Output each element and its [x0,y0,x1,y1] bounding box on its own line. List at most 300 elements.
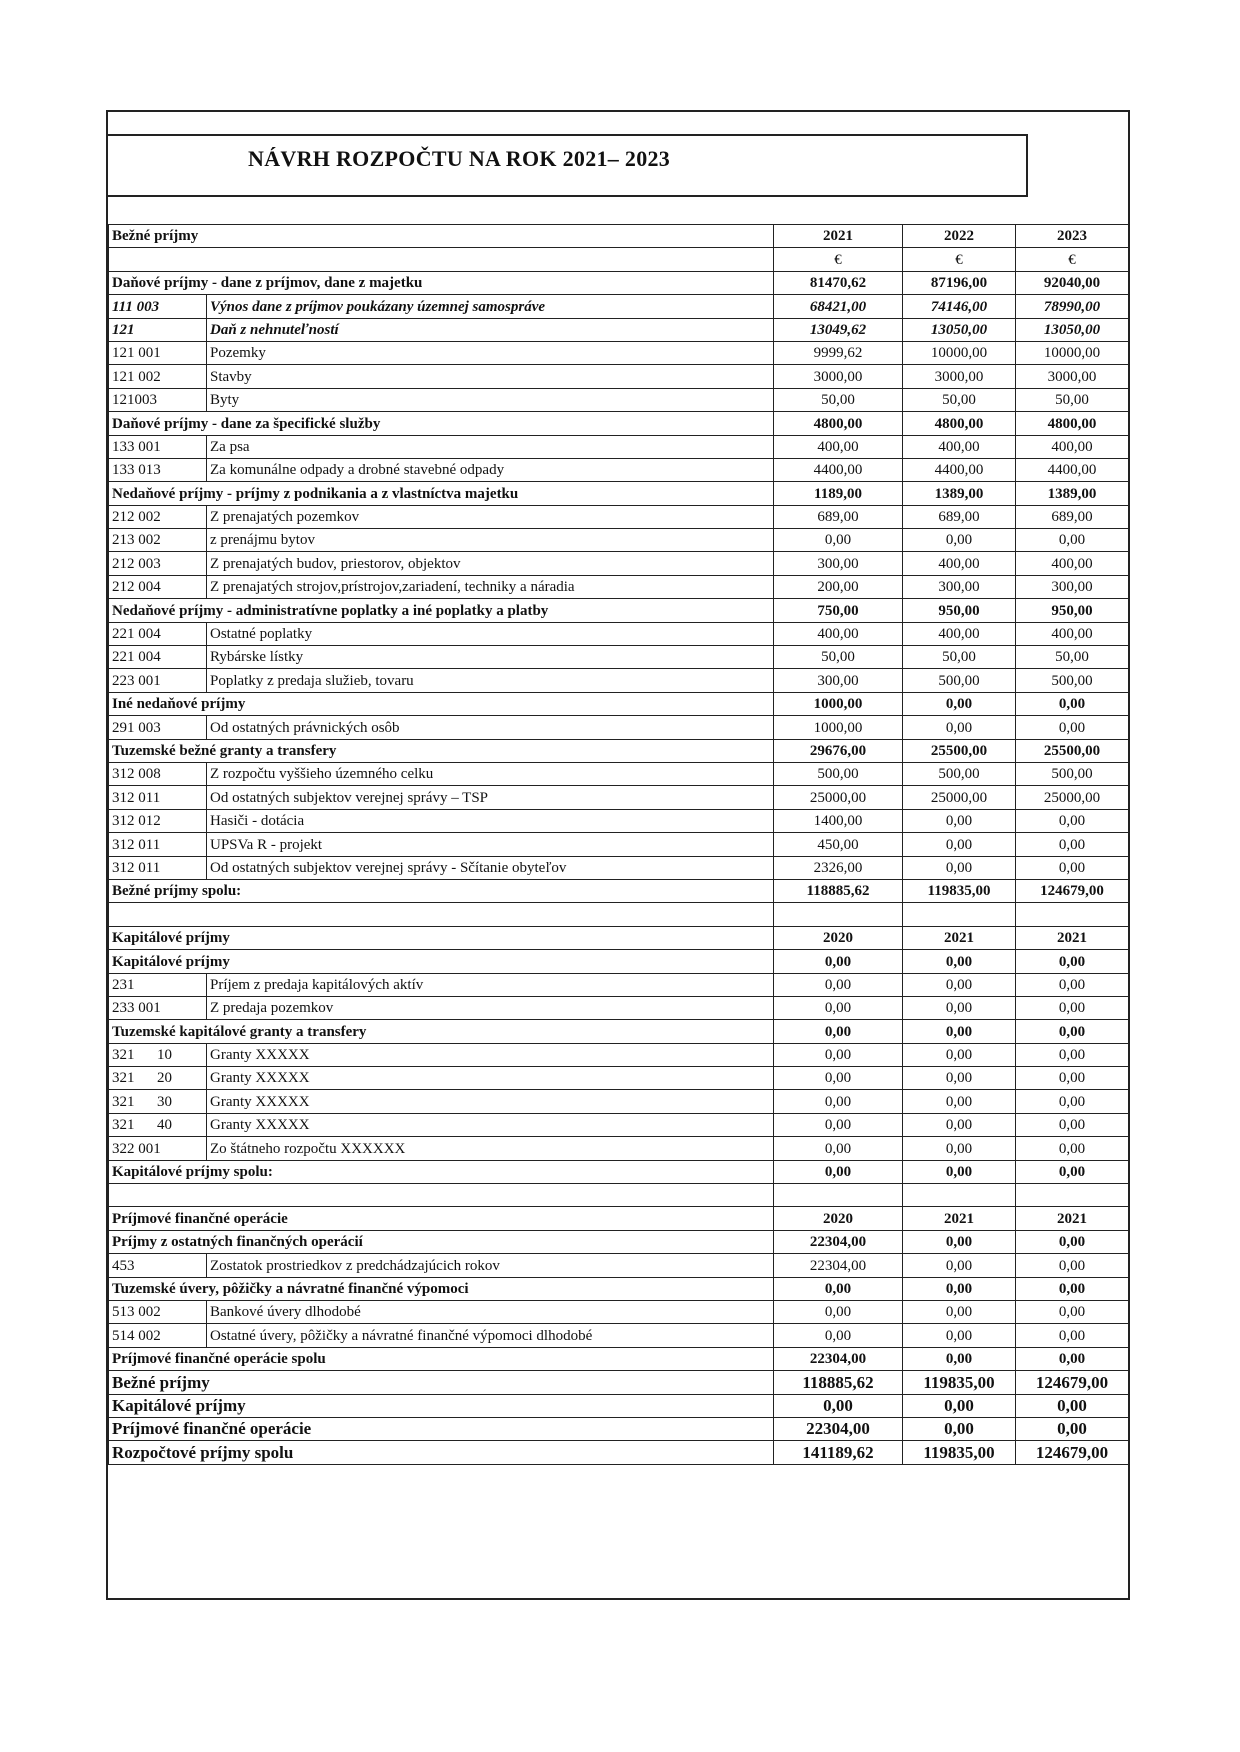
amount-cell: 0,00 [1016,1067,1129,1090]
item-code: 513 002 [109,1300,207,1323]
amount-cell: 0,00 [903,1113,1016,1136]
item-name: Pozemky [207,341,774,364]
amount-cell: 0,00 [903,692,1016,715]
amount-cell: 0,00 [903,1090,1016,1113]
kapitalove-row [109,1020,1129,1043]
amount-cell: 400,00 [903,435,1016,458]
amount-cell: 119835,00 [903,1371,1016,1394]
item-name: z prenájmu bytov [207,529,774,552]
amount-cell: 0,00 [1016,529,1129,552]
amount-cell: 500,00 [1016,669,1129,692]
bezne-header-row [109,225,1129,248]
amount-cell: 81470,62 [774,271,903,294]
amount-cell: 3000,00 [1016,365,1129,388]
amount-cell: 0,00 [1016,1324,1129,1347]
amount-cell: 500,00 [903,669,1016,692]
amount-cell: 0,00 [903,1277,1016,1300]
amount-cell: 0,00 [903,973,1016,996]
item-name: Od ostatných právnických osôb [207,716,774,739]
amount-cell: 50,00 [903,388,1016,411]
item-name: Granty XXXXX [207,1090,774,1113]
amount-cell: 74146,00 [903,295,1016,318]
amount-cell: 22304,00 [774,1347,903,1370]
kapitalove-row [109,973,1129,996]
item-name: Výnos dane z príjmov poukázany územnej samospráve [207,295,774,318]
item-code: 312 008 [109,762,207,785]
amount-cell: 0,00 [903,1347,1016,1370]
amount-cell: 0,00 [774,1137,903,1160]
amount-cell: 0,00 [1016,1230,1129,1253]
group-name: Daňové príjmy - dane z príjmov, dane z majetku [109,271,774,294]
kapitalove-row [109,1113,1129,1136]
amount-cell: 0,00 [774,1324,903,1347]
amount-cell: 400,00 [1016,622,1129,645]
budget-sheet [106,110,1130,1600]
amount-cell: 4400,00 [903,458,1016,481]
amount-cell: 1189,00 [774,482,903,505]
amount-cell: 50,00 [774,388,903,411]
amount-cell: 0,00 [1016,1277,1129,1300]
amount-cell: 950,00 [1016,599,1129,622]
kapitalove-header-row [109,926,1129,949]
item-name: Za komunálne odpady a drobné stavebné odpady [207,458,774,481]
group-name: Bežné príjmy [109,1371,774,1394]
amount-cell: 0,00 [903,856,1016,879]
amount-cell: 87196,00 [903,271,1016,294]
amount-cell: 13050,00 [1016,318,1129,341]
bezne-heading: Bežné príjmy [109,225,774,248]
financne-row [109,1230,1129,1253]
spacer-cell [109,903,774,926]
item-name: Z prenajatých pozemkov [207,505,774,528]
group-name: Bežné príjmy spolu: [109,879,774,902]
amount-cell: 0,00 [1016,1254,1129,1277]
amount-cell: 124679,00 [1016,879,1129,902]
amount-cell: 0,00 [903,1230,1016,1253]
amount-cell: 0,00 [1016,973,1129,996]
amount-cell: 0,00 [903,1300,1016,1323]
item-name: Z prenajatých budov, priestorov, objektov [207,552,774,575]
amount-cell: 141189,62 [774,1441,903,1464]
amount-cell: 13049,62 [774,318,903,341]
kapitalove-row [109,996,1129,1019]
item-name: Ostatné poplatky [207,622,774,645]
group-name: Kapitálové príjmy [109,950,774,973]
item-code: 453 [109,1254,207,1277]
amount-cell: 0,00 [1016,716,1129,739]
item-name: Za psa [207,435,774,458]
amount-cell: 300,00 [1016,575,1129,598]
amount-cell: 0,00 [774,973,903,996]
bezne-row [109,692,1129,715]
amount-cell: 950,00 [903,599,1016,622]
currency-label: € [774,248,903,271]
amount-cell: 689,00 [1016,505,1129,528]
amount-cell: 0,00 [1016,1090,1129,1113]
amount-cell: 0,00 [1016,996,1129,1019]
amount-cell: 0,00 [1016,856,1129,879]
item-code: 133 013 [109,458,207,481]
spacer-cell [903,1184,1016,1207]
group-name: Tuzemské bežné granty a transfery [109,739,774,762]
spacer-cell [1016,1184,1129,1207]
spacer-row [109,903,1129,926]
amount-cell: 92040,00 [1016,271,1129,294]
amount-cell: 0,00 [903,1394,1016,1417]
amount-cell: 22304,00 [774,1230,903,1253]
group-name: Kapitálové príjmy [109,1394,774,1417]
bezne-row [109,341,1129,364]
currency-row [109,248,1129,271]
item-code: 321 20 [109,1067,207,1090]
bezne-row [109,529,1129,552]
group-name: Nedaňové príjmy - administratívne poplatky a iné poplatky a platby [109,599,774,622]
item-code: 221 004 [109,622,207,645]
amount-cell: 25500,00 [1016,739,1129,762]
bezne-row [109,295,1129,318]
bezne-row [109,809,1129,832]
amount-cell: 500,00 [903,762,1016,785]
financne-row [109,1254,1129,1277]
kapitalove-row [109,1160,1129,1183]
amount-cell: 400,00 [774,435,903,458]
year-label: 2021 [1016,926,1129,949]
amount-cell: 10000,00 [1016,341,1129,364]
item-name: Ostatné úvery, pôžičky a návratné finančné výpomoci dlhodobé [207,1324,774,1347]
bezne-row [109,412,1129,435]
bezne-row [109,739,1129,762]
amount-cell: 689,00 [903,505,1016,528]
item-name: Z predaja pozemkov [207,996,774,1019]
amount-cell: 124679,00 [1016,1371,1129,1394]
amount-cell: 2326,00 [774,856,903,879]
amount-cell: 50,00 [774,646,903,669]
group-name: Nedaňové príjmy - príjmy z podnikania a z vlastníctva majetku [109,482,774,505]
amount-cell: 50,00 [1016,646,1129,669]
item-code: 233 001 [109,996,207,1019]
item-code: 121 [109,318,207,341]
spacer-cell [1016,903,1129,926]
bezne-row [109,458,1129,481]
item-code: 291 003 [109,716,207,739]
amount-cell: 3000,00 [774,365,903,388]
year-label: 2020 [774,926,903,949]
budget-table-body [109,225,1129,1465]
item-code: 312 011 [109,786,207,809]
amount-cell: 0,00 [903,1324,1016,1347]
financne-row [109,1277,1129,1300]
amount-cell: 0,00 [774,1090,903,1113]
item-code: 212 002 [109,505,207,528]
item-code: 312 011 [109,833,207,856]
amount-cell: 0,00 [903,996,1016,1019]
amount-cell: 0,00 [903,950,1016,973]
spacer-cell [774,903,903,926]
item-name: Hasiči - dotácia [207,809,774,832]
kapitalove-row [109,950,1129,973]
year-label: 2021 [1016,1207,1129,1230]
item-code: 111 003 [109,295,207,318]
amount-cell: 4400,00 [1016,458,1129,481]
amount-cell: 25000,00 [903,786,1016,809]
financne-row [109,1347,1129,1370]
amount-cell: 0,00 [903,1043,1016,1066]
item-name: Z rozpočtu vyššieho územného celku [207,762,774,785]
amount-cell: 0,00 [903,809,1016,832]
amount-cell: 0,00 [1016,809,1129,832]
kapitalove-row [109,1043,1129,1066]
bezne-row [109,575,1129,598]
amount-cell: 0,00 [774,1067,903,1090]
kapitalove-row [109,1090,1129,1113]
year-label: 2021 [903,1207,1016,1230]
amount-cell: 0,00 [774,1300,903,1323]
amount-cell: 50,00 [1016,388,1129,411]
group-name: Daňové príjmy - dane za špecifické služby [109,412,774,435]
item-name: Od ostatných subjektov verejnej správy – TSP [207,786,774,809]
amount-cell: 50,00 [903,646,1016,669]
amount-cell: 4400,00 [774,458,903,481]
amount-cell: 300,00 [774,669,903,692]
amount-cell: 750,00 [774,599,903,622]
amount-cell: 0,00 [903,1020,1016,1043]
financne-header-row [109,1207,1129,1230]
amount-cell: 400,00 [1016,552,1129,575]
amount-cell: 400,00 [1016,435,1129,458]
amount-cell: 0,00 [1016,1043,1129,1066]
bezne-row [109,388,1129,411]
amount-cell: 0,00 [1016,692,1129,715]
item-code: 212 004 [109,575,207,598]
group-name: Tuzemské úvery, pôžičky a návratné finančné výpomoci [109,1277,774,1300]
amount-cell: 4800,00 [774,412,903,435]
bezne-row [109,716,1129,739]
amount-cell: 689,00 [774,505,903,528]
amount-cell: 13050,00 [903,318,1016,341]
amount-cell: 0,00 [1016,833,1129,856]
bezne-row [109,482,1129,505]
amount-cell: 124679,00 [1016,1441,1129,1464]
amount-cell: 1389,00 [903,482,1016,505]
item-code: 321 10 [109,1043,207,1066]
spacer-cell [109,1184,774,1207]
amount-cell: 400,00 [774,622,903,645]
kapitalove-heading: Kapitálové príjmy [109,926,774,949]
item-code: 312 012 [109,809,207,832]
amount-cell: 0,00 [1016,1347,1129,1370]
amount-cell: 0,00 [774,950,903,973]
amount-cell: 22304,00 [774,1417,903,1440]
group-name: Príjmové finančné operácie [109,1417,774,1440]
amount-cell: 25000,00 [1016,786,1129,809]
amount-cell: 4800,00 [1016,412,1129,435]
amount-cell: 0,00 [903,529,1016,552]
amount-cell: 200,00 [774,575,903,598]
item-name: Z prenajatých strojov,prístrojov,zariadení, techniky a náradia [207,575,774,598]
amount-cell: 400,00 [903,622,1016,645]
amount-cell: 400,00 [903,552,1016,575]
bezne-row [109,365,1129,388]
item-code: 321 40 [109,1113,207,1136]
amount-cell: 78990,00 [1016,295,1129,318]
amount-cell: 4800,00 [903,412,1016,435]
item-name: Granty XXXXX [207,1043,774,1066]
bezne-row [109,552,1129,575]
item-code: 212 003 [109,552,207,575]
year-label: 2021 [903,926,1016,949]
item-name: Byty [207,388,774,411]
amount-cell: 0,00 [1016,1137,1129,1160]
document-title: NÁVRH ROZPOČTU NA ROK 2021– 2023 [248,146,671,171]
financne-row [109,1417,1129,1440]
financne-row [109,1371,1129,1394]
group-name: Tuzemské kapitálové granty a transfery [109,1020,774,1043]
item-code: 223 001 [109,669,207,692]
group-name: Iné nedaňové príjmy [109,692,774,715]
amount-cell: 0,00 [774,1160,903,1183]
amount-cell: 500,00 [774,762,903,785]
amount-cell: 0,00 [903,1160,1016,1183]
bezne-row [109,879,1129,902]
bezne-row [109,599,1129,622]
item-name: Zo štátneho rozpočtu XXXXXX [207,1137,774,1160]
spacer-cell [774,1184,903,1207]
kapitalove-row [109,1137,1129,1160]
item-name: Príjem z predaja kapitálových aktív [207,973,774,996]
amount-cell: 0,00 [903,1067,1016,1090]
financne-row [109,1324,1129,1347]
item-name: Daň z nehnuteľností [207,318,774,341]
amount-cell: 1000,00 [774,716,903,739]
bezne-row [109,622,1129,645]
amount-cell: 0,00 [774,1020,903,1043]
amount-cell: 1000,00 [774,692,903,715]
amount-cell: 0,00 [903,833,1016,856]
amount-cell: 0,00 [1016,1300,1129,1323]
group-name: Príjmy z ostatných finančných operácií [109,1230,774,1253]
item-name: Granty XXXXX [207,1067,774,1090]
currency-spacer [109,248,774,271]
item-name: UPSVa R - projekt [207,833,774,856]
item-name: Stavby [207,365,774,388]
item-name: Bankové úvery dlhodobé [207,1300,774,1323]
amount-cell: 0,00 [1016,1394,1129,1417]
group-name: Kapitálové príjmy spolu: [109,1160,774,1183]
item-name: Rybárske lístky [207,646,774,669]
amount-cell: 118885,62 [774,1371,903,1394]
amount-cell: 0,00 [1016,1113,1129,1136]
amount-cell: 0,00 [1016,1160,1129,1183]
budget-table [108,224,1129,1465]
item-code: 213 002 [109,529,207,552]
year-label: 2020 [774,1207,903,1230]
item-code: 121 001 [109,341,207,364]
bezne-row [109,762,1129,785]
amount-cell: 0,00 [774,1394,903,1417]
amount-cell: 1400,00 [774,809,903,832]
amount-cell: 22304,00 [774,1254,903,1277]
currency-label: € [1016,248,1129,271]
amount-cell: 25000,00 [774,786,903,809]
amount-cell: 0,00 [903,1137,1016,1160]
spacer-row [109,1184,1129,1207]
item-name: Granty XXXXX [207,1113,774,1136]
financne-row [109,1441,1129,1464]
amount-cell: 29676,00 [774,739,903,762]
amount-cell: 0,00 [774,1277,903,1300]
item-name: Zostatok prostriedkov z predchádzajúcich rokov [207,1254,774,1277]
title-box [108,134,1028,197]
item-code: 121003 [109,388,207,411]
group-name: Príjmové finančné operácie spolu [109,1347,774,1370]
amount-cell: 0,00 [1016,1020,1129,1043]
amount-cell: 300,00 [903,575,1016,598]
amount-cell: 9999,62 [774,341,903,364]
item-code: 133 001 [109,435,207,458]
item-code: 121 002 [109,365,207,388]
financne-heading: Príjmové finančné operácie [109,1207,774,1230]
kapitalove-row [109,1067,1129,1090]
amount-cell: 450,00 [774,833,903,856]
item-code: 312 011 [109,856,207,879]
amount-cell: 68421,00 [774,295,903,318]
item-code: 322 001 [109,1137,207,1160]
amount-cell: 0,00 [774,1043,903,1066]
year-label: 2021 [774,225,903,248]
amount-cell: 0,00 [774,1113,903,1136]
amount-cell: 0,00 [903,1254,1016,1277]
item-name: Poplatky z predaja služieb, tovaru [207,669,774,692]
year-label: 2022 [903,225,1016,248]
bezne-row [109,669,1129,692]
year-label: 2023 [1016,225,1129,248]
amount-cell: 500,00 [1016,762,1129,785]
bezne-row [109,318,1129,341]
amount-cell: 0,00 [903,716,1016,739]
financne-row [109,1300,1129,1323]
bezne-row [109,505,1129,528]
currency-label: € [903,248,1016,271]
amount-cell: 10000,00 [903,341,1016,364]
bezne-row [109,646,1129,669]
amount-cell: 0,00 [774,529,903,552]
amount-cell: 300,00 [774,552,903,575]
amount-cell: 25500,00 [903,739,1016,762]
item-code: 231 [109,973,207,996]
bezne-row [109,786,1129,809]
bezne-row [109,833,1129,856]
item-name: Od ostatných subjektov verejnej správy - Sčítanie obyteľov [207,856,774,879]
spacer-cell [903,903,1016,926]
amount-cell: 3000,00 [903,365,1016,388]
amount-cell: 0,00 [903,1417,1016,1440]
group-name: Rozpočtové príjmy spolu [109,1441,774,1464]
financne-row [109,1394,1129,1417]
amount-cell: 118885,62 [774,879,903,902]
amount-cell: 0,00 [1016,950,1129,973]
amount-cell: 119835,00 [903,879,1016,902]
item-code: 321 30 [109,1090,207,1113]
bezne-row [109,271,1129,294]
amount-cell: 0,00 [1016,1417,1129,1440]
amount-cell: 1389,00 [1016,482,1129,505]
bezne-row [109,435,1129,458]
amount-cell: 119835,00 [903,1441,1016,1464]
item-code: 514 002 [109,1324,207,1347]
item-code: 221 004 [109,646,207,669]
bezne-row [109,856,1129,879]
amount-cell: 0,00 [774,996,903,1019]
